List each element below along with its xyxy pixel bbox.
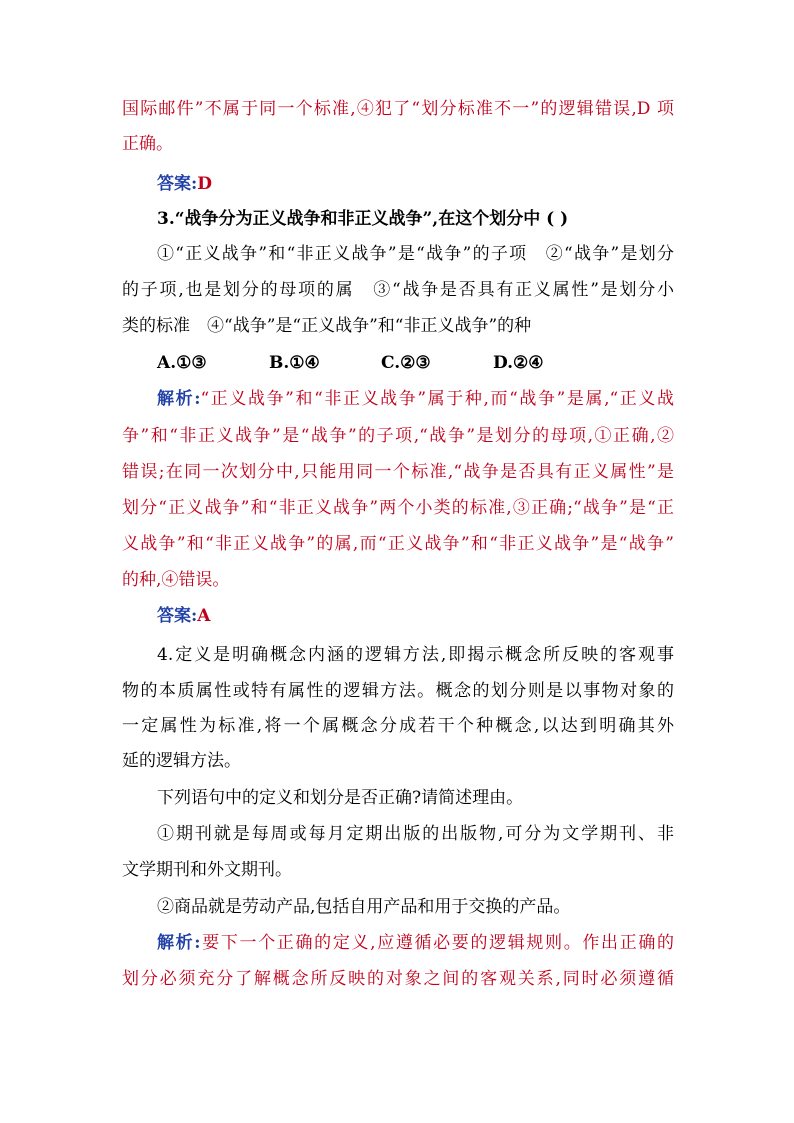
- question-4-item-1-line-1: [157, 822, 674, 846]
- question-text: 4.定义是明确概念内涵的逻辑方法,即揭示概念所反映的客观事: [157, 645, 674, 665]
- question-4-item-1-line-2: [122, 858, 292, 882]
- analysis-q3-line-1: [157, 387, 674, 411]
- analysis-q3-line-2: [122, 424, 674, 448]
- statement-text: 类的标准 ④“战争”是“正义战争”和“非正义战争”的种: [122, 316, 532, 336]
- analysis-q3-line-5: [122, 532, 674, 556]
- analysis-text: “正义战争”和“非正义战争”属于种,而“战争”是属,“正义战: [200, 389, 674, 409]
- question-3-statement-line-2: [122, 278, 674, 302]
- question-text: 延的逻辑方法。: [122, 751, 241, 771]
- option-a: A.①③: [157, 353, 207, 373]
- question-4-line-3: [122, 714, 674, 738]
- answer-label: 答案:: [157, 174, 198, 194]
- statement-text: ①“正义战争”和“非正义战争”是“战争”的子项 ②“战争”是划分: [157, 244, 674, 264]
- analysis-q4-line-1: [157, 931, 674, 955]
- question-3-statement-line-1: [157, 242, 674, 266]
- analysis-text: 正确。: [122, 134, 173, 154]
- analysis-text: 国际邮件”不属于同一个标准,④犯了“划分标准不一”的逻辑错误,D 项: [122, 99, 674, 119]
- analysis-q4-line-2: [122, 967, 674, 991]
- question-3-statement-line-3: [122, 314, 531, 338]
- analysis-label: 解析:: [157, 389, 201, 409]
- item-text: ①期刊就是每周或每月定期出版的出版物,可分为文学期刊、非: [157, 824, 674, 844]
- analysis-text: 争”和“非正义战争”是“战争”的子项,“战争”是划分的母项,①正确,②: [122, 426, 674, 446]
- analysis-text: 划分“正义战争”和“非正义战争”两个小类的标准,③正确;“战争”是“正: [122, 498, 674, 518]
- option-c: C.②③: [381, 353, 431, 373]
- analysis-continued-line-2: [122, 132, 173, 156]
- question-3-options: [157, 351, 605, 375]
- question-4-item-2: [157, 895, 570, 919]
- question-3-stem: [157, 207, 568, 231]
- option-b: B.①④: [269, 353, 320, 373]
- analysis-q3-line-3: [122, 460, 674, 484]
- option-d: D.②④: [493, 353, 544, 373]
- question-4-line-4: [122, 749, 241, 773]
- item-text: ②商品就是劳动产品,包括自用产品和用于交换的产品。: [157, 897, 571, 917]
- analysis-text: 划分必须充分了解概念所反映的对象之间的客观关系,同时必须遵循: [122, 969, 674, 989]
- analysis-text: 义战争”和“非正义战争”的属,而“正义战争”和“非正义战争”是“战争”: [122, 534, 674, 554]
- answer-label: 答案:: [157, 606, 198, 626]
- analysis-text: 错误;在同一次划分中,只能用同一个标准,“战争是否具有正义属性”是: [122, 462, 674, 482]
- analysis-q3-line-4: [122, 496, 674, 520]
- analysis-continued-line-1: [122, 97, 674, 121]
- question-text: 3.“战争分为正义战争和非正义战争”,在这个划分中 ( ): [157, 209, 569, 229]
- answer-q3: [157, 604, 210, 628]
- answer-q2: [157, 172, 212, 196]
- analysis-label: 解析:: [157, 933, 201, 953]
- analysis-q3-line-6: [122, 568, 229, 592]
- analysis-text: 的种,④错误。: [122, 570, 230, 590]
- question-text: 物的本质属性或特有属性的逻辑方法。概念的划分则是以事物对象的: [122, 681, 674, 701]
- answer-value: D: [197, 174, 213, 194]
- analysis-text: 要下一个正确的定义,应遵循必要的逻辑规则。作出正确的: [200, 933, 675, 953]
- question-4-line-2: [122, 679, 674, 703]
- question-text: 下列语句中的定义和划分是否正确?请简述理由。: [157, 788, 524, 808]
- question-4-prompt: [157, 786, 523, 810]
- item-text: 文学期刊和外文期刊。: [122, 860, 292, 880]
- statement-text: 的子项,也是划分的母项的属 ③“战争是否具有正义属性”是划分小: [122, 280, 674, 300]
- answer-value: A: [197, 606, 211, 626]
- question-4-line-1: [157, 643, 674, 667]
- question-text: 一定属性为标准,将一个属概念分成若干个种概念,以达到明确其外: [122, 716, 674, 736]
